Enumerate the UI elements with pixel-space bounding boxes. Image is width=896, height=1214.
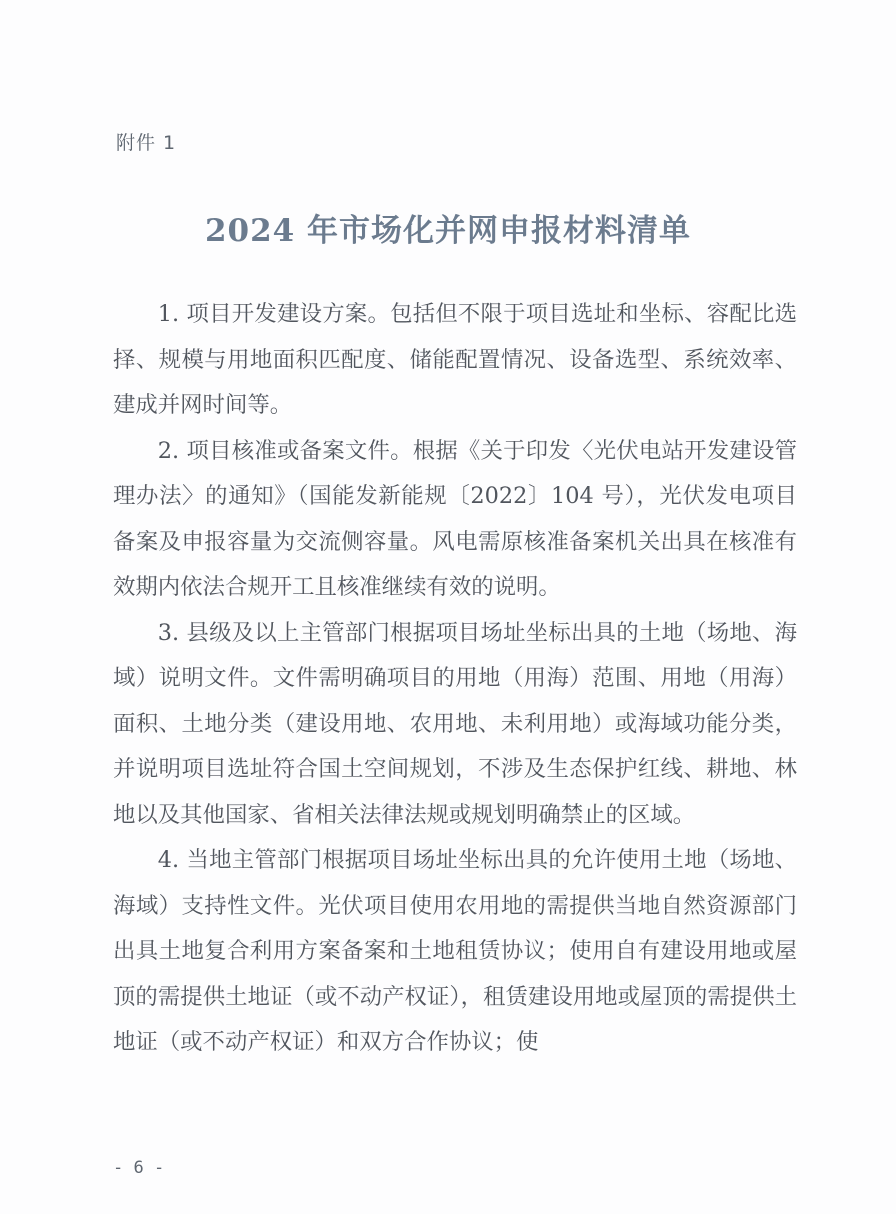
document-body [113,292,797,1066]
paragraph-3: 3. 县级及以上主管部门根据项目场址坐标出具的土地（场地、海域）说明文件。文件需明确项目的用地（用海）范围、用地（用海）面积、土地分类（建设用地、农用地、未利用地）或海域功能分类，并说明项目选址符合国土空间规划，不涉及生态保护红线、耕地、林地以及其他国家、省相关法律法规或规划明确禁止的区域。 [113,619,797,828]
paragraph-4: 4. 当地主管部门根据项目场址坐标出具的允许使用土地（场地、海域）支持性文件。光伏项目使用农用地的需提供当地自然资源部门出具土地复合利用方案备案和土地租赁协议；使用自有建设用地或屋顶的需提供土地证（或不动产权证），租赁建设用地或屋顶的需提供土地证（或不动产权证）和双方合作协议；使 [113,847,797,1055]
page-number: - 6 - [113,1158,165,1178]
paragraph-2: 2. 项目核准或备案文件。根据《关于印发〈光伏电站开发建设管理办法〉的通知》（国能发新能规〔2022〕104 号），光伏发电项目备案及申报容量为交流侧容量。风电需原核准备案机关出具在核准有效期内依法合规开工且核准继续有效的说明。 [113,437,797,600]
paragraph-1: 1. 项目开发建设方案。包括但不限于项目选址和坐标、容配比选择、规模与用地面积匹配度、储能配置情况、设备选型、系统效率、建成并网时间等。 [113,301,797,418]
attachment-label: 附件 1 [116,132,177,154]
document-title: 2024 年市场化并网申报材料清单 [204,213,692,249]
